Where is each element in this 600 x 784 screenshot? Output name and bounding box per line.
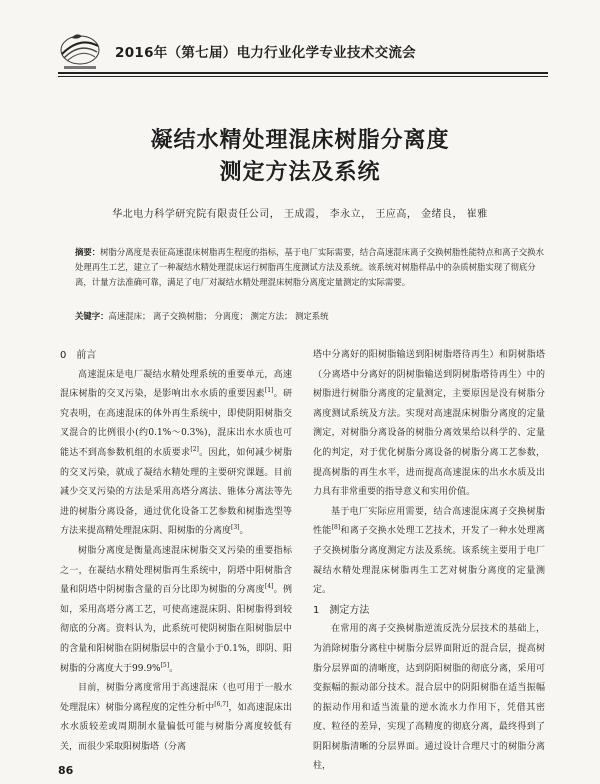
section-heading-method: 1 测定方法 [313,604,370,616]
citation: [6,7] [214,700,229,708]
citation: [3] [231,524,240,532]
paragraph: 基于电厂实际应用需要，结合高速混床离子交换树脂性能[8]和离子交换水处理工艺技术，开发了一种水处理离子交换树脂分离度测定方法及系统。该系统主要用于电厂凝结水精处理混床树脂再生工艺对树脂分离度的定量测定。 [313,506,545,596]
author-line: 华北电力科学研究院有限责任公司， 王成霞， 李永立， 王应高， 金绪良， 崔雅 [112,209,488,220]
conference-logo [58,30,102,72]
right-column [313,346,545,777]
abstract [75,245,545,290]
keywords [75,309,545,324]
page-number: 86 [58,764,74,777]
paragraph: 塔中分离好的阳树脂输送到阳树脂塔待再生）和阴树脂塔（分离塔中分离好的阴树脂输送到阴树脂塔待再生）中的树脂进行树脂分离度的定量测定，主要原因是没有树脂分离度测试系统及方法。实现对高速混床树脂分离度的定量测定，对树脂分离设备的树脂分离效果给以科学的、定量化的判定，对于优化树脂分离设备的树脂分离工艺参数，提高树脂的再生水平，进而提高高速混床的出水水质及出力具有非常重要的指导意义和实用价值。 [313,350,545,498]
header-rule [58,72,548,74]
abstract-label: 摘要： [75,247,101,257]
conference-header: 2016年（第七届）电力行业化学专业技术交流会 [115,45,416,61]
header-rule-thin [58,76,548,77]
section-heading-intro: 0 前言 [60,350,97,361]
paper-title-line1: 凝结水精处理混床树脂分离度 [150,128,450,153]
paragraph: 目前，树脂分离度常用于高速混床（也可用于一般水处理混床）树脂分离程度的定性分析中[6,7]，如高速混床出水水质较差或周期制水量偏低可能与树脂分离度较低有关，而很少采取阳树脂塔（分离 [60,683,292,752]
citation: [4] [264,583,274,591]
keywords-label: 关键字： [75,311,109,321]
paper-title-line2: 测定方法及系统 [219,160,381,185]
abstract-text: 树脂分离度是表征高速混床树脂再生程度的指标，基于电厂实际需要，结合高速混床离子交换树脂性能特点和离子交换水处理再生工艺，建立了一种凝结水精处理混床运行树脂再生度测试方法及系统。该系统对树脂样品中的杂质树脂实现了彻底分离，计量方法准确可靠，满足了电厂对凝结水精处理混床树脂分离度定量测定的实际需要。 [75,247,544,287]
citation: [5] [160,661,170,669]
keywords-text: 高速混床； 离子交换树脂； 分离度； 测定方法； 测定系统 [108,311,329,321]
paragraph: 高速混床是电厂凝结水精处理系统的重要单元，高速混床树脂的交叉污染，是影响出水水质的重要因素[1]。研究表明，在高速混床的体外再生系统中，即使阴阳树脂交叉混合的比例很小(约0.1%～0.3%)，混床出水水质也可能达不到高参数机组的水质要求[2]。因此，如何减少树脂的交叉污染，就成了凝结水精处理的主要研究课题。目前减少交叉污染的方法是采用高塔分离法、锥体分离法等先进的树脂分离设备，通过优化设备工艺参数和树脂选型等方法来提高精处理混床阴、阳树脂的分离度[3]。 [60,369,292,537]
paragraph: 在常用的离子交换树脂逆流反洗分层技术的基础上，为消除树脂分离柱中树脂分层界面附近的混合层，提高树脂分层界面的清晰度，达到阴阳树脂的彻底分离，采用可变振幅的振动部分技术。混合层中的阴阳树脂在适当振幅的振动作用和适当流量的逆水流水力作用下，凭借其密度、粒径的差异，实现了高精度的彻底分离，最终得到了阴阳树脂清晰的分层界面。通过设计合理尺寸的树脂分离柱， [313,624,545,772]
citation: [1] [264,387,274,395]
citation: [8] [331,524,341,532]
citation: [2] [190,445,199,453]
left-column [60,346,292,757]
paragraph: 树脂分离度是衡量高速混床树脂交叉污染的重要指标之一，在凝结水精处理树脂再生系统中，阴塔中阳树脂含量和阴塔中阴树脂含量的百分比即为树脂的分离度[4]。例如，采用高塔分离工艺，可使高速混床阴、阳树脂得到较彻底的分离。资料认为，此系统可使阴树脂在阳树脂层中的含量和阳树脂在阴树脂层中的含量小于0.1%，即阴、阳树脂的分离度大于99.9%[5]。 [60,545,292,674]
